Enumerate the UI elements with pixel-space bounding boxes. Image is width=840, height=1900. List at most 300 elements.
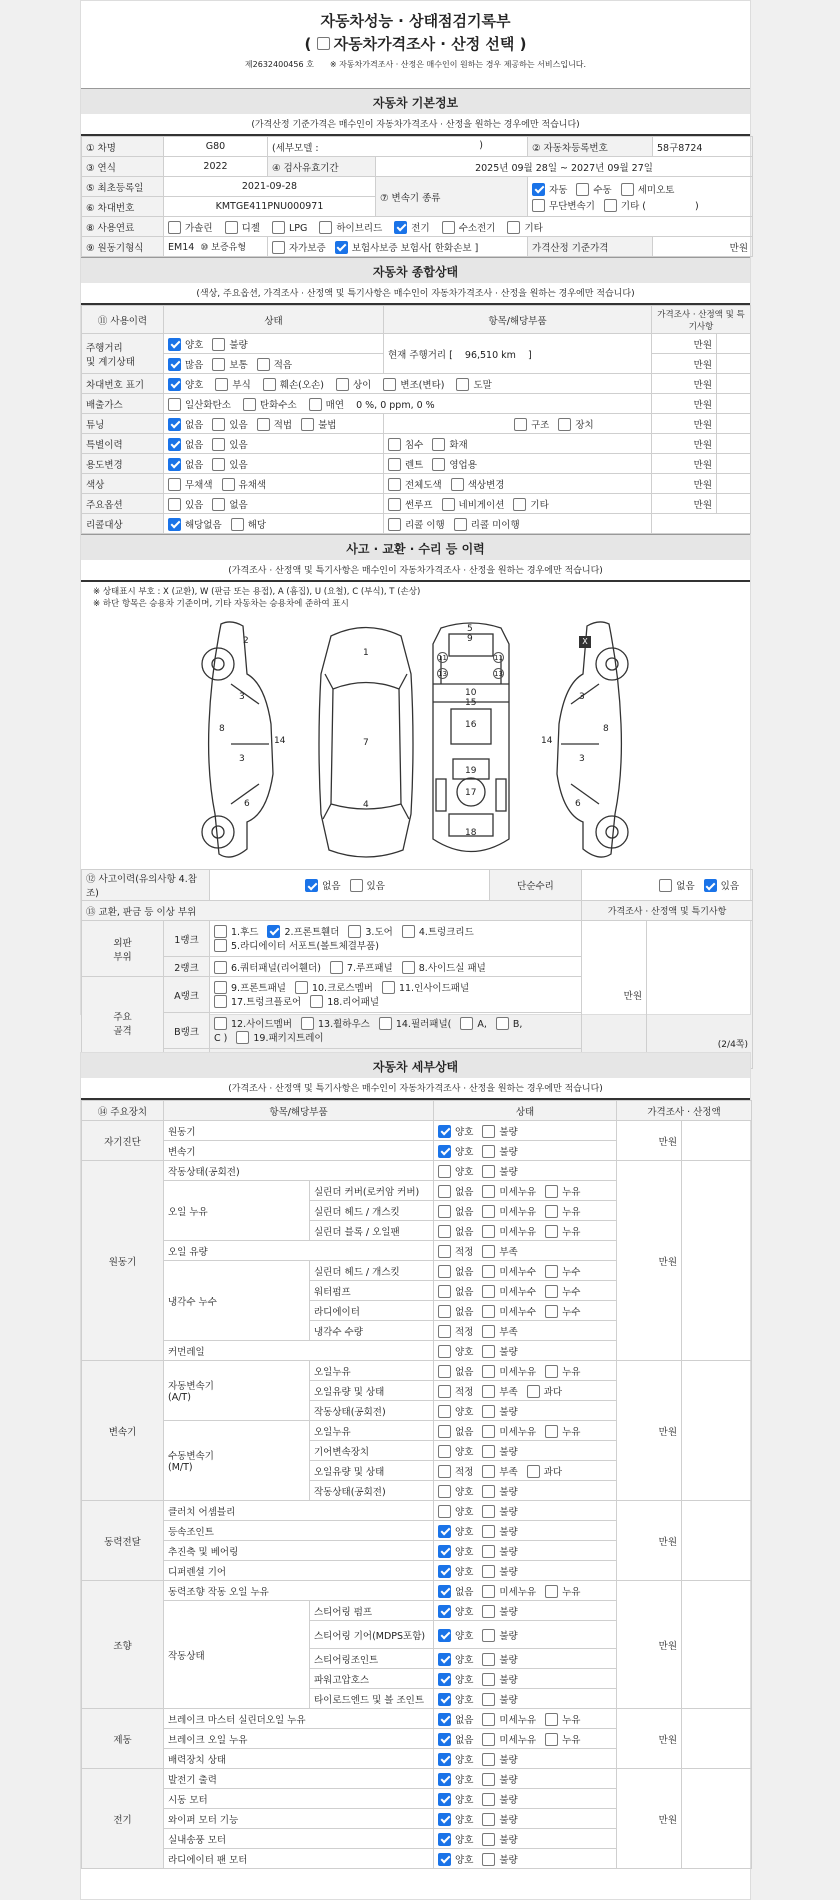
status-checkbox[interactable] bbox=[438, 1265, 451, 1278]
checkbox-option[interactable] bbox=[438, 1144, 473, 1158]
checkbox-option[interactable] bbox=[272, 221, 307, 234]
status-checkbox[interactable] bbox=[482, 1185, 495, 1198]
status-checkbox[interactable] bbox=[438, 1485, 451, 1498]
checkbox-option[interactable] bbox=[305, 878, 340, 892]
checkbox-option[interactable] bbox=[438, 1424, 473, 1438]
checkbox-option[interactable] bbox=[456, 377, 491, 391]
checkbox-option[interactable] bbox=[482, 1124, 517, 1138]
checkbox-option[interactable] bbox=[482, 1424, 536, 1438]
option-no-checkbox[interactable] bbox=[212, 498, 225, 511]
checkbox-option[interactable] bbox=[482, 1284, 536, 1298]
vin-good-checkbox[interactable] bbox=[168, 378, 181, 391]
status-checkbox[interactable] bbox=[438, 1445, 451, 1458]
trans-cvt-checkbox[interactable] bbox=[532, 199, 545, 212]
checkbox-option[interactable] bbox=[257, 417, 292, 431]
checkbox-option[interactable] bbox=[482, 1672, 517, 1686]
checkbox-option[interactable] bbox=[310, 995, 379, 1009]
pillar-a-checkbox[interactable] bbox=[460, 1017, 473, 1030]
checkbox-option[interactable] bbox=[438, 1672, 473, 1686]
status-checkbox[interactable] bbox=[545, 1205, 558, 1218]
checkbox-option[interactable] bbox=[388, 517, 445, 531]
color-chromatic-checkbox[interactable] bbox=[222, 478, 235, 491]
checkbox-option[interactable] bbox=[168, 220, 213, 234]
checkbox-option[interactable] bbox=[330, 960, 393, 974]
status-checkbox[interactable] bbox=[482, 1265, 495, 1278]
checkbox-option[interactable] bbox=[545, 1584, 580, 1598]
checkbox-option[interactable] bbox=[482, 1752, 517, 1766]
checkbox-option[interactable] bbox=[558, 417, 593, 431]
checkbox-option[interactable] bbox=[545, 1284, 580, 1298]
part-wheel-house-checkbox[interactable] bbox=[301, 1017, 314, 1030]
checkbox-option[interactable] bbox=[527, 1384, 562, 1398]
checkbox-option[interactable] bbox=[482, 1324, 517, 1338]
checkbox-option[interactable] bbox=[438, 1712, 473, 1726]
status-checkbox[interactable] bbox=[482, 1365, 495, 1378]
status-checkbox[interactable] bbox=[482, 1385, 495, 1398]
checkbox-option[interactable] bbox=[438, 1604, 473, 1618]
status-checkbox[interactable] bbox=[482, 1505, 495, 1518]
status-checkbox[interactable] bbox=[545, 1733, 558, 1746]
checkbox-option[interactable] bbox=[432, 457, 477, 471]
trans-semi-checkbox[interactable] bbox=[621, 183, 634, 196]
checkbox-option[interactable] bbox=[225, 220, 260, 234]
special-none-checkbox[interactable] bbox=[168, 438, 181, 451]
status-checkbox[interactable] bbox=[482, 1693, 495, 1706]
checkbox-option[interactable] bbox=[460, 1017, 487, 1031]
vin-corrosion-checkbox[interactable] bbox=[215, 378, 228, 391]
checkbox-option[interactable] bbox=[263, 377, 324, 391]
checkbox-option[interactable] bbox=[496, 1017, 523, 1031]
business-checkbox[interactable] bbox=[432, 458, 445, 471]
checkbox-option[interactable] bbox=[545, 1364, 580, 1378]
checkbox-option[interactable] bbox=[168, 337, 203, 351]
diag-engine-bad[interactable] bbox=[482, 1125, 495, 1138]
simple-repair-yes-checkbox[interactable] bbox=[704, 879, 717, 892]
checkbox-option[interactable] bbox=[482, 1812, 517, 1826]
status-checkbox[interactable] bbox=[438, 1185, 451, 1198]
checkbox-option[interactable] bbox=[513, 497, 548, 511]
status-checkbox[interactable] bbox=[482, 1833, 495, 1846]
checkbox-option[interactable] bbox=[168, 457, 203, 471]
checkbox-option[interactable] bbox=[482, 1404, 517, 1418]
status-checkbox[interactable] bbox=[438, 1833, 451, 1846]
status-checkbox[interactable] bbox=[438, 1205, 451, 1218]
checkbox-option[interactable] bbox=[212, 437, 247, 451]
part-quarter-panel-checkbox[interactable] bbox=[214, 961, 227, 974]
part-door-checkbox[interactable] bbox=[348, 925, 361, 938]
checkbox-option[interactable] bbox=[482, 1832, 517, 1846]
status-checkbox[interactable] bbox=[438, 1545, 451, 1558]
checkbox-option[interactable] bbox=[383, 377, 444, 391]
recall-none-checkbox[interactable] bbox=[168, 518, 181, 531]
checkbox-option[interactable] bbox=[438, 1524, 473, 1538]
status-checkbox[interactable] bbox=[545, 1425, 558, 1438]
checkbox-option[interactable] bbox=[309, 397, 344, 411]
mileage-good-checkbox[interactable] bbox=[168, 338, 181, 351]
checkbox-option[interactable] bbox=[212, 457, 247, 471]
diag-trans-good[interactable] bbox=[438, 1145, 451, 1158]
checkbox-option[interactable] bbox=[438, 1484, 473, 1498]
checkbox-option[interactable] bbox=[482, 1144, 517, 1158]
checkbox-option[interactable] bbox=[348, 925, 392, 939]
checkbox-option[interactable] bbox=[438, 1692, 473, 1706]
part-trunk-floor-checkbox[interactable] bbox=[214, 995, 227, 1008]
part-side-sill-checkbox[interactable] bbox=[402, 961, 415, 974]
checkbox-option[interactable] bbox=[482, 1732, 536, 1746]
part-package-tray-checkbox[interactable] bbox=[236, 1031, 249, 1044]
checkbox-option[interactable] bbox=[482, 1344, 517, 1358]
tuning-structure-checkbox[interactable] bbox=[514, 418, 527, 431]
engine-op-bad[interactable] bbox=[482, 1165, 495, 1178]
fuel-electric-checkbox[interactable] bbox=[394, 221, 407, 234]
checkbox-option[interactable] bbox=[212, 497, 247, 511]
checkbox-option[interactable] bbox=[350, 878, 385, 892]
checkbox-option[interactable] bbox=[482, 1164, 517, 1178]
checkbox-option[interactable] bbox=[168, 417, 203, 431]
checkbox-option[interactable] bbox=[168, 397, 231, 411]
checkbox-option[interactable] bbox=[482, 1712, 536, 1726]
checkbox-option[interactable] bbox=[545, 1224, 580, 1238]
checkbox-option[interactable] bbox=[482, 1364, 536, 1378]
checkbox-option[interactable] bbox=[257, 357, 292, 371]
checkbox-option[interactable] bbox=[438, 1652, 473, 1666]
part-hood-checkbox[interactable] bbox=[214, 925, 227, 938]
checkbox-option[interactable] bbox=[438, 1504, 473, 1518]
checkbox-option[interactable] bbox=[295, 981, 373, 995]
status-checkbox[interactable] bbox=[438, 1385, 451, 1398]
status-checkbox[interactable] bbox=[438, 1773, 451, 1786]
checkbox-option[interactable] bbox=[438, 1752, 473, 1766]
checkbox-option[interactable] bbox=[482, 1524, 517, 1538]
status-checkbox[interactable] bbox=[438, 1425, 451, 1438]
status-checkbox[interactable] bbox=[438, 1605, 451, 1618]
checkbox-option[interactable] bbox=[438, 1244, 473, 1258]
status-checkbox[interactable] bbox=[545, 1585, 558, 1598]
checkbox-option[interactable] bbox=[168, 357, 203, 371]
checkbox-option[interactable] bbox=[482, 1852, 517, 1866]
status-checkbox[interactable] bbox=[482, 1585, 495, 1598]
checkbox-option[interactable] bbox=[704, 878, 739, 892]
fuel-gasoline-checkbox[interactable] bbox=[168, 221, 181, 234]
option-other-checkbox[interactable] bbox=[513, 498, 526, 511]
special-yes-checkbox[interactable] bbox=[212, 438, 225, 451]
part-roof-panel-checkbox[interactable] bbox=[330, 961, 343, 974]
checkbox-option[interactable] bbox=[438, 1224, 473, 1238]
tuning-illegal-checkbox[interactable] bbox=[301, 418, 314, 431]
checkbox-option[interactable] bbox=[482, 1564, 517, 1578]
status-checkbox[interactable] bbox=[482, 1225, 495, 1238]
status-checkbox[interactable] bbox=[438, 1853, 451, 1866]
checkbox-option[interactable] bbox=[482, 1584, 536, 1598]
checkbox-option[interactable] bbox=[438, 1792, 473, 1806]
checkbox-option[interactable] bbox=[545, 1304, 580, 1318]
status-checkbox[interactable] bbox=[482, 1813, 495, 1826]
checkbox-option[interactable] bbox=[532, 198, 595, 212]
status-checkbox[interactable] bbox=[438, 1693, 451, 1706]
checkbox-option[interactable] bbox=[438, 1628, 473, 1642]
part-side-member-checkbox[interactable] bbox=[214, 1017, 227, 1030]
checkbox-option[interactable] bbox=[482, 1444, 517, 1458]
checkbox-option[interactable] bbox=[272, 240, 326, 254]
checkbox-option[interactable] bbox=[438, 1364, 473, 1378]
checkbox-option[interactable] bbox=[438, 1832, 473, 1846]
checkbox-option[interactable] bbox=[214, 1017, 292, 1031]
color-achromatic-checkbox[interactable] bbox=[168, 478, 181, 491]
status-checkbox[interactable] bbox=[438, 1629, 451, 1642]
checkbox-option[interactable] bbox=[532, 182, 567, 196]
warranty-self-checkbox[interactable] bbox=[272, 241, 285, 254]
checkbox-option[interactable] bbox=[482, 1544, 517, 1558]
status-checkbox[interactable] bbox=[438, 1525, 451, 1538]
status-checkbox[interactable] bbox=[438, 1673, 451, 1686]
checkbox-option[interactable] bbox=[482, 1184, 536, 1198]
status-checkbox[interactable] bbox=[545, 1265, 558, 1278]
checkbox-option[interactable] bbox=[545, 1184, 580, 1198]
checkbox-option[interactable] bbox=[482, 1504, 517, 1518]
checkbox-option[interactable] bbox=[438, 1812, 473, 1826]
part-pillar-panel-checkbox[interactable] bbox=[379, 1017, 392, 1030]
checkbox-option[interactable] bbox=[438, 1464, 473, 1478]
checkbox-option[interactable] bbox=[545, 1204, 580, 1218]
status-checkbox[interactable] bbox=[438, 1733, 451, 1746]
checkbox-option[interactable] bbox=[438, 1444, 473, 1458]
status-checkbox[interactable] bbox=[438, 1565, 451, 1578]
checkbox-option[interactable] bbox=[231, 517, 266, 531]
checkbox-option[interactable] bbox=[438, 1204, 473, 1218]
checkbox-option[interactable] bbox=[168, 477, 213, 491]
status-checkbox[interactable] bbox=[438, 1285, 451, 1298]
status-checkbox[interactable] bbox=[482, 1205, 495, 1218]
status-checkbox[interactable] bbox=[527, 1385, 540, 1398]
checkbox-option[interactable] bbox=[438, 1384, 473, 1398]
fuel-hydrogen-checkbox[interactable] bbox=[442, 221, 455, 234]
checkbox-option[interactable] bbox=[319, 220, 382, 234]
accident-none-checkbox[interactable] bbox=[305, 879, 318, 892]
status-checkbox[interactable] bbox=[482, 1345, 495, 1358]
full-paint-checkbox[interactable] bbox=[388, 478, 401, 491]
status-checkbox[interactable] bbox=[438, 1753, 451, 1766]
emission-hc-checkbox[interactable] bbox=[243, 398, 256, 411]
checkbox-option[interactable] bbox=[212, 417, 247, 431]
checkbox-option[interactable] bbox=[604, 198, 646, 212]
checkbox-option[interactable] bbox=[482, 1772, 517, 1786]
status-checkbox[interactable] bbox=[482, 1305, 495, 1318]
status-checkbox[interactable] bbox=[482, 1733, 495, 1746]
checkbox-option[interactable] bbox=[482, 1224, 536, 1238]
checkbox-option[interactable] bbox=[168, 377, 203, 391]
color-change-checkbox[interactable] bbox=[451, 478, 464, 491]
checkbox-option[interactable] bbox=[438, 1852, 473, 1866]
warranty-insurer-checkbox[interactable] bbox=[335, 241, 348, 254]
pillar-b-checkbox[interactable] bbox=[496, 1017, 509, 1030]
tuning-device-checkbox[interactable] bbox=[558, 418, 571, 431]
emission-co-checkbox[interactable] bbox=[168, 398, 181, 411]
checkbox-option[interactable] bbox=[527, 1464, 562, 1478]
checkbox-option[interactable] bbox=[438, 1164, 473, 1178]
status-checkbox[interactable] bbox=[482, 1245, 495, 1258]
status-checkbox[interactable] bbox=[527, 1465, 540, 1478]
checkbox-option[interactable] bbox=[212, 337, 247, 351]
checkbox-option[interactable] bbox=[659, 878, 694, 892]
part-front-panel-checkbox[interactable] bbox=[214, 981, 227, 994]
checkbox-option[interactable] bbox=[438, 1772, 473, 1786]
checkbox-option[interactable] bbox=[236, 1031, 323, 1045]
checkbox-option[interactable] bbox=[482, 1204, 536, 1218]
checkbox-option[interactable] bbox=[214, 1032, 227, 1045]
checkbox-option[interactable] bbox=[576, 182, 611, 196]
checkbox-option[interactable] bbox=[438, 1584, 473, 1598]
vin-paint-checkbox[interactable] bbox=[456, 378, 469, 391]
checkbox-option[interactable] bbox=[482, 1464, 517, 1478]
status-checkbox[interactable] bbox=[482, 1753, 495, 1766]
checkbox-option[interactable] bbox=[168, 517, 222, 531]
status-checkbox[interactable] bbox=[438, 1713, 451, 1726]
checkbox-option[interactable] bbox=[454, 517, 520, 531]
checkbox-option[interactable] bbox=[214, 960, 321, 974]
checkbox-option[interactable] bbox=[214, 925, 258, 939]
rent-checkbox[interactable] bbox=[388, 458, 401, 471]
status-checkbox[interactable] bbox=[438, 1813, 451, 1826]
status-checkbox[interactable] bbox=[482, 1773, 495, 1786]
checkbox-option[interactable] bbox=[438, 1304, 473, 1318]
checkbox-option[interactable] bbox=[214, 981, 286, 995]
status-checkbox[interactable] bbox=[482, 1673, 495, 1686]
checkbox-option[interactable] bbox=[402, 925, 474, 939]
price-survey-checkbox[interactable] bbox=[317, 37, 330, 50]
status-checkbox[interactable] bbox=[482, 1853, 495, 1866]
status-checkbox[interactable] bbox=[438, 1225, 451, 1238]
fuel-diesel-checkbox[interactable] bbox=[225, 221, 238, 234]
status-checkbox[interactable] bbox=[438, 1793, 451, 1806]
status-checkbox[interactable] bbox=[482, 1285, 495, 1298]
status-checkbox[interactable] bbox=[438, 1325, 451, 1338]
checkbox-option[interactable] bbox=[388, 457, 423, 471]
checkbox-option[interactable] bbox=[382, 981, 469, 995]
status-checkbox[interactable] bbox=[438, 1505, 451, 1518]
checkbox-option[interactable] bbox=[168, 437, 203, 451]
usage-yes-checkbox[interactable] bbox=[212, 458, 225, 471]
checkbox-option[interactable] bbox=[482, 1244, 517, 1258]
checkbox-option[interactable] bbox=[335, 240, 479, 254]
status-checkbox[interactable] bbox=[545, 1365, 558, 1378]
status-checkbox[interactable] bbox=[438, 1405, 451, 1418]
status-checkbox[interactable] bbox=[482, 1405, 495, 1418]
checkbox-option[interactable] bbox=[438, 1544, 473, 1558]
checkbox-option[interactable] bbox=[438, 1404, 473, 1418]
status-checkbox[interactable] bbox=[482, 1325, 495, 1338]
checkbox-option[interactable] bbox=[438, 1324, 473, 1338]
flood-checkbox[interactable] bbox=[388, 438, 401, 451]
status-checkbox[interactable] bbox=[482, 1653, 495, 1666]
checkbox-option[interactable] bbox=[442, 497, 505, 511]
status-checkbox[interactable] bbox=[545, 1285, 558, 1298]
checkbox-option[interactable] bbox=[482, 1484, 517, 1498]
tuning-legal-checkbox[interactable] bbox=[257, 418, 270, 431]
trans-other-checkbox[interactable] bbox=[604, 199, 617, 212]
vin-damage-checkbox[interactable] bbox=[263, 378, 276, 391]
status-checkbox[interactable] bbox=[482, 1605, 495, 1618]
status-checkbox[interactable] bbox=[438, 1585, 451, 1598]
checkbox-option[interactable] bbox=[545, 1264, 580, 1278]
part-trunk-lid-checkbox[interactable] bbox=[402, 925, 415, 938]
checkbox-option[interactable] bbox=[482, 1264, 536, 1278]
checkbox-option[interactable] bbox=[243, 397, 297, 411]
mileage-low-checkbox[interactable] bbox=[257, 358, 270, 371]
recall-notdone-checkbox[interactable] bbox=[454, 518, 467, 531]
fuel-other-checkbox[interactable] bbox=[507, 221, 520, 234]
usage-none-checkbox[interactable] bbox=[168, 458, 181, 471]
status-checkbox[interactable] bbox=[438, 1653, 451, 1666]
checkbox-option[interactable] bbox=[482, 1628, 517, 1642]
checkbox-option[interactable] bbox=[507, 220, 542, 234]
checkbox-option[interactable] bbox=[301, 1017, 370, 1031]
mileage-bad-checkbox[interactable] bbox=[212, 338, 225, 351]
checkbox-option[interactable] bbox=[394, 220, 429, 234]
checkbox-option[interactable] bbox=[482, 1792, 517, 1806]
status-checkbox[interactable] bbox=[482, 1445, 495, 1458]
tuning-none-checkbox[interactable] bbox=[168, 418, 181, 431]
part-cross-member-checkbox[interactable] bbox=[295, 981, 308, 994]
status-checkbox[interactable] bbox=[545, 1713, 558, 1726]
checkbox-option[interactable] bbox=[402, 960, 486, 974]
checkbox-option[interactable] bbox=[482, 1384, 517, 1398]
status-checkbox[interactable] bbox=[482, 1793, 495, 1806]
fuel-lpg-checkbox[interactable] bbox=[272, 221, 285, 234]
checkbox-option[interactable] bbox=[212, 357, 247, 371]
checkbox-option[interactable] bbox=[438, 1264, 473, 1278]
status-checkbox[interactable] bbox=[438, 1245, 451, 1258]
checkbox-option[interactable] bbox=[438, 1344, 473, 1358]
checkbox-option[interactable] bbox=[168, 497, 203, 511]
part-front-fender-checkbox[interactable] bbox=[267, 925, 280, 938]
status-checkbox[interactable] bbox=[438, 1465, 451, 1478]
checkbox-option[interactable] bbox=[214, 939, 379, 953]
status-checkbox[interactable] bbox=[482, 1525, 495, 1538]
status-checkbox[interactable] bbox=[438, 1345, 451, 1358]
status-checkbox[interactable] bbox=[482, 1545, 495, 1558]
checkbox-option[interactable] bbox=[621, 182, 675, 196]
recall-yes-checkbox[interactable] bbox=[231, 518, 244, 531]
navigation-checkbox[interactable] bbox=[442, 498, 455, 511]
mileage-mid-checkbox[interactable] bbox=[212, 358, 225, 371]
status-checkbox[interactable] bbox=[438, 1305, 451, 1318]
checkbox-option[interactable] bbox=[438, 1564, 473, 1578]
diag-engine-good[interactable] bbox=[438, 1125, 451, 1138]
checkbox-option[interactable] bbox=[432, 437, 467, 451]
status-checkbox[interactable] bbox=[438, 1365, 451, 1378]
checkbox-option[interactable] bbox=[482, 1692, 517, 1706]
vin-tamper-checkbox[interactable] bbox=[383, 378, 396, 391]
checkbox-option[interactable] bbox=[438, 1284, 473, 1298]
emission-smoke-checkbox[interactable] bbox=[309, 398, 322, 411]
accident-yes-checkbox[interactable] bbox=[350, 879, 363, 892]
trans-auto-checkbox[interactable] bbox=[532, 183, 545, 196]
mileage-high-checkbox[interactable] bbox=[168, 358, 181, 371]
checkbox-option[interactable] bbox=[451, 477, 505, 491]
checkbox-option[interactable] bbox=[482, 1604, 517, 1618]
checkbox-option[interactable] bbox=[438, 1124, 473, 1138]
checkbox-option[interactable] bbox=[267, 925, 339, 939]
checkbox-option[interactable] bbox=[514, 417, 549, 431]
checkbox-option[interactable] bbox=[545, 1712, 580, 1726]
status-checkbox[interactable] bbox=[482, 1629, 495, 1642]
checkbox-option[interactable] bbox=[388, 477, 442, 491]
checkbox-option[interactable] bbox=[545, 1424, 580, 1438]
checkbox-option[interactable] bbox=[379, 1017, 452, 1031]
status-checkbox[interactable] bbox=[545, 1305, 558, 1318]
checkbox-option[interactable] bbox=[482, 1304, 536, 1318]
fuel-hybrid-checkbox[interactable] bbox=[319, 221, 332, 234]
